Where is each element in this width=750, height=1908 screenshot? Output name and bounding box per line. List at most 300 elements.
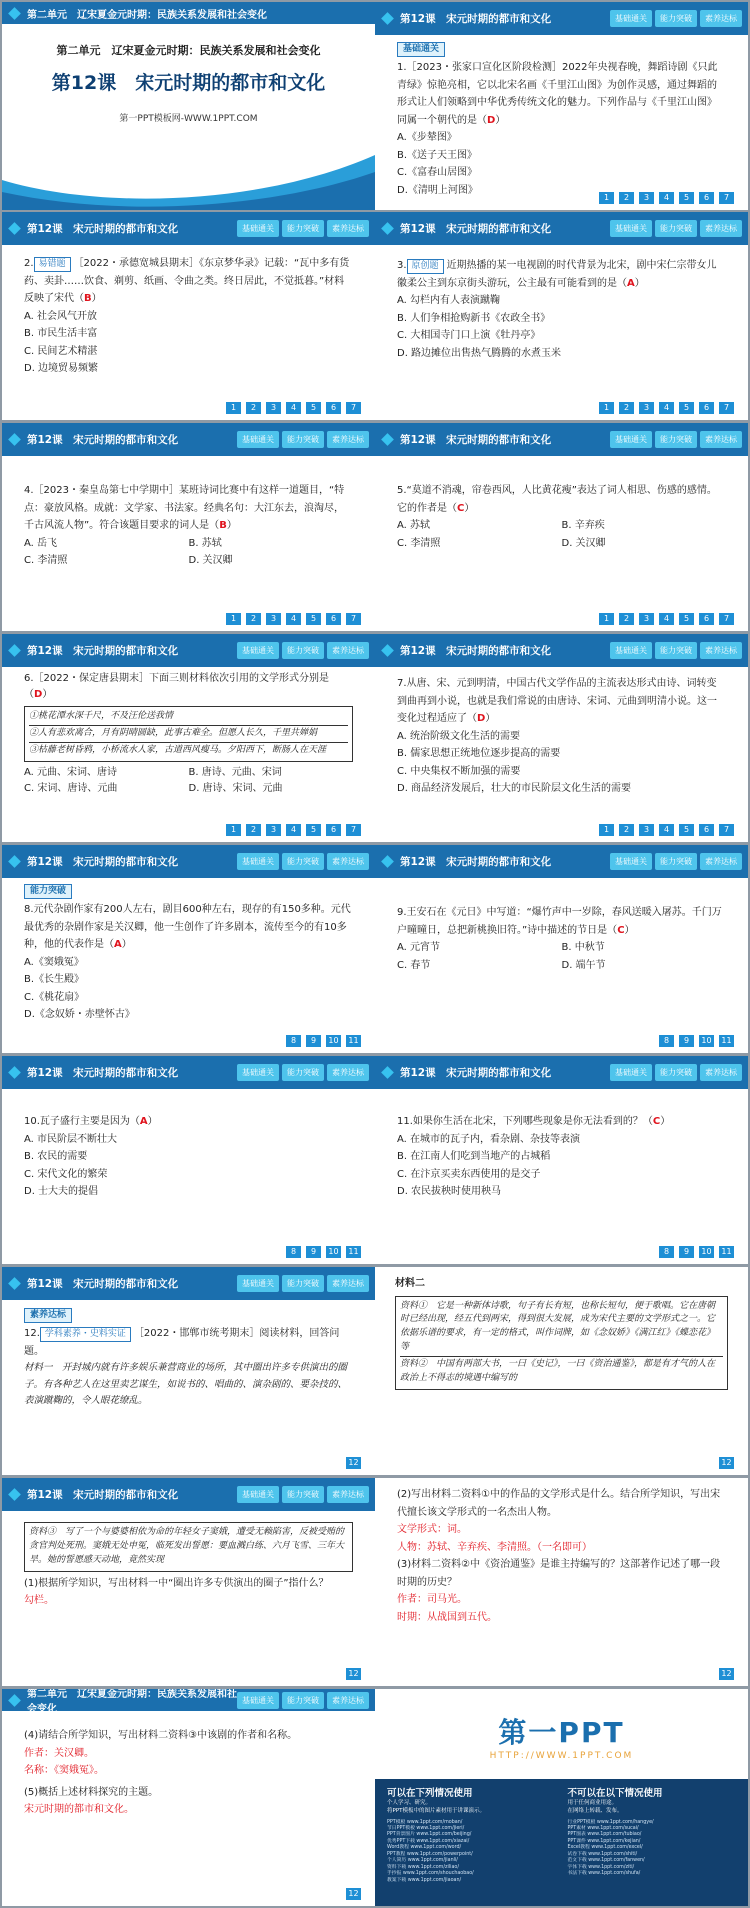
sub-answer: 作者：关汉卿。 <box>24 1747 94 1759</box>
page-button[interactable]: 6 <box>326 613 341 625</box>
option: B.《长生殿》 <box>24 974 85 985</box>
slide-header <box>2 423 375 456</box>
tab-literacy[interactable]: 素养达标 <box>327 1692 369 1709</box>
unit-bar-text: 第二单元 辽宋夏金元时期：民族关系发展和社会变化 <box>27 9 267 21</box>
tab-ability[interactable]: 能力突破 <box>282 220 324 237</box>
page-nav <box>226 402 361 414</box>
slide-q2 <box>2 212 375 420</box>
slide-header <box>2 1056 375 1089</box>
tab-ability[interactable]: 能力突破 <box>655 1064 697 1081</box>
slide-header <box>375 634 748 667</box>
tab-ability[interactable]: 能力突破 <box>655 642 697 659</box>
question-text: 5.“莫道不消魂，帘卷西风，人比黄花瘦”表达了词人相思、伤感的感情。它的作者是（C） <box>397 485 717 514</box>
page-button[interactable]: 5 <box>679 192 694 204</box>
sub-question: (1)根据所学知识，写出材料一中“圈出许多专供演出的圈子”指什么？ <box>24 1577 329 1589</box>
option: B. 中秋节 <box>561 942 605 953</box>
page-nav <box>599 192 734 204</box>
page-button[interactable]: 4 <box>659 824 674 836</box>
page-button[interactable]: 2 <box>246 402 261 414</box>
page-button[interactable]: 5 <box>306 613 321 625</box>
material-box <box>24 706 353 762</box>
option: C. 宋代文化的繁荣 <box>24 1168 108 1180</box>
tab-basic[interactable]: 基础通关 <box>237 1486 279 1503</box>
tab-literacy[interactable]: 素养达标 <box>700 853 742 870</box>
page-button[interactable]: 12 <box>346 1668 361 1680</box>
tab-basic[interactable]: 基础通关 <box>237 1692 279 1709</box>
page-button[interactable]: 10 <box>326 1035 341 1047</box>
slide-header <box>375 845 748 878</box>
bullet-diamond-icon <box>381 855 394 868</box>
sub-answer: 名称：《窦娥冤》。 <box>24 1765 104 1776</box>
question-text: 2. 易错题 ［2022・承德宽城县期末］《东京梦华录》记载：“瓦中多有货药、卖卦……饮食、剃剪、纸画、令曲之类。终日居此，不觉抵暮。”材料反映了宋代（B） <box>24 258 350 304</box>
slide-header <box>2 634 375 667</box>
section-label: 基础通关 <box>397 42 445 57</box>
page-button[interactable]: 3 <box>266 613 281 625</box>
page-button[interactable]: 3 <box>639 613 654 625</box>
bullet-diamond-icon <box>8 433 21 446</box>
page-button[interactable]: 7 <box>346 402 361 414</box>
option: A.《窦娥冤》 <box>24 956 84 968</box>
question-text: 8.元代杂剧作家有200人左右，剧目600种左右，现存的有150多种。元代最优秀的杂剧作家是关汉卿，他一生创作了许多剧本，流传至今的有10多种，他的代表作是（A） <box>24 904 351 950</box>
page-button[interactable]: 5 <box>306 402 321 414</box>
tab-basic[interactable]: 基础通关 <box>237 220 279 237</box>
option: D. 商品经济发展后，壮大的市民阶层文化生活的需要 <box>397 783 632 794</box>
option: B. 儒家思想正统地位逐步提高的需要 <box>397 748 561 759</box>
link-item[interactable]: 个人简历 www.1ppt.com/jianli/ <box>387 1858 458 1864</box>
slide-header <box>2 1267 375 1300</box>
option: D. 边境贸易频繁 <box>24 363 99 374</box>
material-item: ③枯藤老树昏鸦，小桥流水人家，古道西风瘦马。夕阳西下，断肠人在天涯 <box>29 744 327 755</box>
page-button[interactable]: 12 <box>346 1888 361 1900</box>
page-button[interactable]: 11 <box>346 1246 361 1258</box>
page-button[interactable]: 7 <box>346 613 361 625</box>
option: A. 勾栏内有人表演蹴鞠 <box>397 295 501 306</box>
tab-literacy[interactable]: 素养达标 <box>700 431 742 448</box>
option: D. 士大夫的提倡 <box>24 1186 99 1197</box>
cannot-use-line: 用于任何商业用途。 <box>567 1800 618 1806</box>
option: C. 中央集权不断加强的需要 <box>397 765 521 777</box>
slide-header <box>375 1056 748 1089</box>
answer: C <box>457 502 465 514</box>
page-button[interactable]: 2 <box>619 613 634 625</box>
tab-literacy[interactable]: 素养达标 <box>327 642 369 659</box>
page-button[interactable]: 3 <box>639 402 654 414</box>
sub-answer: 人物：苏轼、辛弃疾、李清照。（一名即可） <box>397 1541 592 1553</box>
question-text: 9.王安石在《元日》中写道：“爆竹声中一岁除，春风送暖入屠苏。千门万户曈曈日，总把新桃换旧符。”诗中描述的节日是（C） <box>397 907 722 936</box>
option: D. 唐诗、宋词、元曲 <box>188 782 283 794</box>
page-button[interactable]: 1 <box>226 824 241 836</box>
page-button[interactable]: 9 <box>679 1035 694 1047</box>
page-button[interactable]: 4 <box>659 192 674 204</box>
page-button[interactable]: 10 <box>326 1246 341 1258</box>
slide-end <box>375 1689 748 1906</box>
tab-ability[interactable]: 能力突破 <box>282 1486 324 1503</box>
tab-literacy[interactable]: 素养达标 <box>700 220 742 237</box>
page-button[interactable]: 7 <box>719 613 734 625</box>
option: A.《步辇图》 <box>397 132 457 143</box>
tab-basic[interactable]: 基础通关 <box>237 853 279 870</box>
page-button[interactable]: 3 <box>639 192 654 204</box>
link-item[interactable]: PPT素材 www.1ppt.com/sucai/ <box>567 1825 639 1831</box>
material-text: 材料一 开封城内就有许多娱乐兼营商业的场所，其中圈出许多专供演出的圈子。有各种艺人在这里卖艺谋生，如说书的、唱曲的、演杂剧的、要杂技的、表演蹴鞠的，令人眼花缭乱。 <box>24 1362 348 1407</box>
link-item[interactable]: PPT教程 www.1ppt.com/powerpoint/ <box>387 1851 473 1857</box>
page-nav <box>226 613 361 625</box>
lesson-title: 第12课 宋元时期的都市和文化 <box>27 856 179 868</box>
slide-q12-part2 <box>375 1478 748 1686</box>
lesson-title: 第12课 宋元时期的都市和文化 <box>400 856 552 868</box>
page-button[interactable]: 3 <box>266 402 281 414</box>
option: B. 在江南人们吃到当地产的占城稻 <box>397 1151 551 1162</box>
lesson-title: 第12课 宋元时期的都市和文化 <box>400 1067 552 1079</box>
tab-literacy[interactable]: 素养达标 <box>700 10 742 27</box>
link-item[interactable]: 手抄报 www.1ppt.com/shouchaobao/ <box>387 1871 474 1877</box>
slide-header <box>2 1478 375 1511</box>
page-nav <box>599 402 734 414</box>
slide-header <box>2 212 375 245</box>
tab-basic[interactable]: 基础通关 <box>610 853 652 870</box>
bullet-diamond-icon <box>8 1694 21 1707</box>
option: D. 关汉卿 <box>561 537 606 549</box>
option: A. 统治阶级文化生活的需要 <box>397 730 521 742</box>
section-label: 素养达标 <box>24 1308 72 1323</box>
tab-ability[interactable]: 能力突破 <box>655 220 697 237</box>
tab-basic[interactable]: 基础通关 <box>237 642 279 659</box>
page-button[interactable]: 4 <box>659 613 674 625</box>
option: C. 李清照 <box>24 555 68 566</box>
page-nav <box>599 824 734 836</box>
option: A. 社会风气开放 <box>24 310 98 322</box>
option: C. 春节 <box>397 959 431 971</box>
option: A. 岳飞 <box>24 537 58 549</box>
question-text: 11.如果你生活在北宋，下列哪些现象是你无法看到的？（C） <box>397 1116 671 1127</box>
page-button[interactable]: 6 <box>699 613 714 625</box>
option: C. 民间艺术精湛 <box>24 345 98 357</box>
slide-title <box>2 2 375 210</box>
cannot-use-line: 在网络上转载、发布。 <box>567 1808 623 1815</box>
page-button[interactable]: 2 <box>619 402 634 414</box>
answer: B <box>219 520 227 531</box>
page-button[interactable]: 4 <box>286 613 301 625</box>
page-button[interactable]: 11 <box>719 1246 734 1258</box>
sub-answer: 作者：司马光。 <box>397 1594 467 1605</box>
page-button[interactable]: 4 <box>286 824 301 836</box>
slide-q5 <box>375 423 748 631</box>
link-list-right <box>568 1820 737 1878</box>
link-item[interactable]: 节日PPT模板 www.1ppt.com/jieri/ <box>387 1825 465 1831</box>
option: C.《桃花扇》 <box>24 991 85 1003</box>
sub-answer: 文学形式：词。 <box>397 1524 467 1535</box>
question-text: 3. 原创题 近期热播的某一电视剧的时代背景为北宋，剧中宋仁宗带女儿徽柔公主到东京街头游玩，公主最有可能看到的是（A） <box>397 260 717 289</box>
can-use-line: 将PPT模板中的图片素材用于讲课演示。 <box>387 1808 485 1815</box>
page-button[interactable]: 12 <box>719 1457 734 1469</box>
page-nav <box>286 1246 361 1258</box>
answer: C <box>617 924 625 936</box>
page-button[interactable]: 11 <box>719 1035 734 1047</box>
slide-q12-part1 <box>2 1478 375 1686</box>
option: B. 苏轼 <box>188 537 222 549</box>
page-button[interactable]: 6 <box>699 824 714 836</box>
page-button[interactable]: 5 <box>679 824 694 836</box>
sub-answer: 时期：从战国到五代。 <box>397 1611 497 1623</box>
sub-question: (2)写出材料二资料①中的作品的文学形式是什么。结合所学知识，写出宋代擅长该文学形式的一名杰出人物。 <box>397 1489 721 1518</box>
lesson-title: 第12课 宋元时期的都市和文化 <box>400 223 552 235</box>
slide-q8 <box>2 845 375 1053</box>
page-button[interactable]: 8 <box>659 1035 674 1047</box>
link-item[interactable]: 资料下载 www.1ppt.com/ziliao/ <box>387 1864 459 1870</box>
lesson-title: 第12课 宋元时期的都市和文化 <box>27 1067 179 1079</box>
page-button[interactable]: 7 <box>346 824 361 836</box>
option: C.《富春山居图》 <box>397 167 478 178</box>
tab-basic[interactable]: 基础通关 <box>237 1064 279 1081</box>
page-button[interactable]: 7 <box>719 402 734 414</box>
page-button[interactable]: 4 <box>286 402 301 414</box>
option: C. 大相国寺门口上演《牡丹亭》 <box>397 330 541 341</box>
question-text: 10.瓦子盛行主要是因为（A） <box>24 1116 158 1127</box>
material-item: ②人有悲欢离合，月有阴晴圆缺，此事古难全。但愿人长久，千里共婵娟 <box>29 726 348 743</box>
slide-q3 <box>375 212 748 420</box>
link-item[interactable]: 优秀PPT下载 www.1ppt.com/xiazai/ <box>387 1838 470 1844</box>
option: B. 辛弃疾 <box>561 520 605 531</box>
page-button[interactable]: 5 <box>306 824 321 836</box>
question-text: 12. 学科素养・史料实证 ［2022・邯郸市统考期末］阅读材料，回答问题。 <box>24 1328 340 1357</box>
question-text: 7.从唐、宋、元到明清，中国古代文学作品的主流表达形式由诗、词转变到曲再到小说，也就是我们常说的由唐诗、宋词、元曲到明清小说。这一变化过程适应了（D） <box>397 678 717 724</box>
option: C. 李清照 <box>397 537 441 549</box>
answer: A <box>627 277 635 289</box>
page-nav <box>226 824 361 836</box>
page-nav <box>346 1457 361 1469</box>
unit-bar-text: 第二单元 辽宋夏金元时期：民族关系发展和社会变化 <box>27 1689 237 1715</box>
slide-q1 <box>375 2 748 210</box>
link-item[interactable]: 行业PPT模板 www.1ppt.com/hangye/ <box>567 1819 654 1825</box>
link-item[interactable]: PPT模板 www.1ppt.com/moban/ <box>387 1819 463 1825</box>
slide-q6 <box>2 634 375 842</box>
page-button[interactable]: 2 <box>246 824 261 836</box>
page-nav <box>719 1457 734 1469</box>
tab-ability[interactable]: 能力突破 <box>282 1692 324 1709</box>
link-item[interactable]: Word教程 www.1ppt.com/word/ <box>387 1845 462 1851</box>
page-button[interactable]: 4 <box>659 402 674 414</box>
material-box <box>395 1296 728 1391</box>
tab-literacy[interactable]: 素养达标 <box>327 431 369 448</box>
page-button[interactable]: 5 <box>679 402 694 414</box>
question-tag: 学科素养・史料实证 <box>40 1327 131 1342</box>
slide-main-title: 第12课 宋元时期的都市和文化 <box>51 72 326 94</box>
tab-literacy[interactable]: 素养达标 <box>327 1486 369 1503</box>
option: B. 市民生活丰富 <box>24 328 98 339</box>
tab-literacy[interactable]: 素养达标 <box>327 220 369 237</box>
page-button[interactable]: 10 <box>699 1035 714 1047</box>
page-nav <box>659 1246 734 1258</box>
page-button[interactable]: 8 <box>659 1246 674 1258</box>
link-item[interactable]: 教案下载 www.1ppt.com/jiaoan/ <box>387 1877 462 1883</box>
page-button[interactable]: 9 <box>306 1035 321 1047</box>
link-item[interactable]: 范文下载 www.1ppt.com/fanwen/ <box>567 1858 645 1864</box>
page-button[interactable]: 11 <box>346 1035 361 1047</box>
tab-basic[interactable]: 基础通关 <box>610 10 652 27</box>
slide-q10 <box>2 1056 375 1264</box>
bullet-diamond-icon <box>8 644 21 657</box>
answer: A <box>114 939 122 950</box>
page-nav <box>719 1668 734 1680</box>
link-item[interactable]: 试卷下载 www.1ppt.com/shiti/ <box>567 1851 638 1857</box>
page-button[interactable]: 5 <box>679 613 694 625</box>
tab-ability[interactable]: 能力突破 <box>655 853 697 870</box>
tab-basic[interactable]: 基础通关 <box>610 220 652 237</box>
option: D. 端午节 <box>561 959 606 971</box>
answer: D <box>34 689 43 700</box>
tab-literacy[interactable]: 素养达标 <box>327 853 369 870</box>
page-button[interactable]: 6 <box>699 192 714 204</box>
wave-decoration <box>2 150 375 210</box>
lesson-title: 第12课 宋元时期的都市和文化 <box>27 1278 179 1290</box>
page-button[interactable]: 1 <box>226 613 241 625</box>
slide-header <box>375 2 748 35</box>
bullet-diamond-icon <box>381 644 394 657</box>
option: D.《清明上河图》 <box>397 184 478 196</box>
page-button[interactable]: 10 <box>699 1246 714 1258</box>
page-button[interactable]: 6 <box>326 824 341 836</box>
option: A. 元曲、宋词、唐诗 <box>24 766 118 778</box>
material-box <box>24 1522 353 1572</box>
tab-literacy[interactable]: 素养达标 <box>327 1275 369 1292</box>
tab-ability[interactable]: 能力突破 <box>282 431 324 448</box>
page-button[interactable]: 8 <box>286 1035 301 1047</box>
bullet-diamond-icon <box>381 12 394 25</box>
tab-basic[interactable]: 基础通关 <box>610 642 652 659</box>
license-panel <box>375 1779 748 1906</box>
option: A. 元宵节 <box>397 942 441 953</box>
link-item[interactable]: PPT背景图片 www.1ppt.com/beijing/ <box>387 1832 472 1838</box>
sub-question: (4)请结合所学知识，写出材料二资料③中该剧的作者和名称。 <box>24 1730 298 1741</box>
lesson-title: 第12课 宋元时期的都市和文化 <box>400 434 552 446</box>
slide-q11 <box>375 1056 748 1264</box>
tab-ability[interactable]: 能力突破 <box>655 10 697 27</box>
slide-q12-intro <box>2 1267 375 1475</box>
tab-basic[interactable]: 基础通关 <box>237 431 279 448</box>
brand-url: HTTP://WWW.1PPT.COM <box>489 1751 634 1761</box>
page-button[interactable]: 1 <box>599 613 614 625</box>
bullet-diamond-icon <box>381 433 394 446</box>
question-text: 6.［2022・保定唐县期末］下面三则材料依次引用的文学形式分别是（D） <box>24 673 329 700</box>
question-text: 1.［2023・张家口宣化区阶段检测］2022年央视春晚，舞蹈诗剧《只此青绿》惊艳亮相，它以北宋名画《千里江山图》为创作灵感，通过舞蹈的形式让人们领略到中华优秀传统文化的魅力。下列作品与《千里江山图》同属一个朝代的是（D） <box>397 62 718 126</box>
cannot-use-title: 不可以在以下情况使用 <box>567 1788 663 1799</box>
link-item[interactable]: 书法下载 www.1ppt.com/shufa/ <box>567 1871 641 1877</box>
bullet-diamond-icon <box>8 222 21 235</box>
page-button[interactable]: 1 <box>599 192 614 204</box>
page-button[interactable]: 7 <box>719 824 734 836</box>
page-button[interactable]: 6 <box>699 402 714 414</box>
answer: C <box>652 1116 661 1127</box>
page-button[interactable]: 3 <box>639 824 654 836</box>
tab-literacy[interactable]: 素养达标 <box>700 642 742 659</box>
page-button[interactable]: 12 <box>346 1457 361 1469</box>
tab-ability[interactable]: 能力突破 <box>282 853 324 870</box>
slide-subtitle: 第二单元 辽宋夏金元时期：民族关系发展和社会变化 <box>56 44 321 57</box>
slide-q4 <box>2 423 375 631</box>
page-button[interactable]: 2 <box>619 824 634 836</box>
answer: A <box>139 1116 148 1127</box>
page-button[interactable]: 1 <box>226 402 241 414</box>
tab-basic[interactable]: 基础通关 <box>610 431 652 448</box>
bullet-diamond-icon <box>8 1066 21 1079</box>
slide-q12-part3 <box>2 1689 375 1906</box>
question-tag: 易错题 <box>34 257 71 272</box>
bullet-diamond-icon <box>8 1277 21 1290</box>
unit-bar <box>2 1689 375 1715</box>
page-nav <box>346 1888 361 1900</box>
tab-ability[interactable]: 能力突破 <box>282 1064 324 1081</box>
answer: D <box>477 713 486 724</box>
material-item: 资料① 它是一种新体诗歌，句子有长有短，也称长短句，便于歌唱。它在唐朝时已经出现，经五代到两宋，得到很大发展，成为宋代主要的文学形式之一。它依据乐谱的要求，有一定的格式，叫作词牌，如《念奴娇》《满江红》《蝶恋花》等 <box>400 1299 723 1358</box>
page-button[interactable]: 1 <box>599 824 614 836</box>
option: D. 农民拔秧时使用秧马 <box>397 1186 502 1197</box>
material-item: 资料② 中国有两部大书，一曰《史记》，一曰《资治通鉴》，都是有才气的人在政治上不得志的境遇中编写的 <box>400 1359 716 1384</box>
option: C. 宋词、唐诗、元曲 <box>24 782 118 794</box>
material-heading: 材料二 <box>395 1278 425 1289</box>
material-item: ①桃花潭水深千尺，不及汪伦送我情 <box>29 709 348 726</box>
slide-header <box>375 212 748 245</box>
tab-ability[interactable]: 能力突破 <box>282 1275 324 1292</box>
tab-literacy[interactable]: 素养达标 <box>327 1064 369 1081</box>
slide-q9 <box>375 845 748 1053</box>
option: A. 在城市的瓦子内，看杂剧、杂技等表演 <box>397 1133 581 1145</box>
slide-q12-materials <box>375 1267 748 1475</box>
page-button[interactable]: 6 <box>326 402 341 414</box>
tab-literacy[interactable]: 素养达标 <box>700 1064 742 1081</box>
slide-footer: 第一PPT模板网-WWW.1PPT.COM <box>119 114 258 124</box>
answer: D <box>487 114 496 126</box>
can-use-title: 可以在下列情况使用 <box>387 1788 473 1799</box>
page-button[interactable]: 2 <box>619 192 634 204</box>
link-item[interactable]: 字体下载 www.1ppt.com/ziti/ <box>567 1864 635 1870</box>
option: B.《送子天王图》 <box>397 149 478 161</box>
bullet-diamond-icon <box>381 222 394 235</box>
page-button[interactable]: 7 <box>719 192 734 204</box>
option: D.《念奴娇・赤壁怀古》 <box>24 1009 135 1020</box>
tab-basic[interactable]: 基础通关 <box>610 1064 652 1081</box>
page-button[interactable]: 9 <box>306 1246 321 1258</box>
tab-basic[interactable]: 基础通关 <box>237 1275 279 1292</box>
page-button[interactable]: 3 <box>266 824 281 836</box>
lesson-title: 第12课 宋元时期的都市和文化 <box>27 645 179 657</box>
link-item[interactable]: Excel教程 www.1ppt.com/excel/ <box>567 1845 643 1851</box>
lesson-title: 第12课 宋元时期的都市和文化 <box>400 13 552 25</box>
page-button[interactable]: 9 <box>679 1246 694 1258</box>
tab-ability[interactable]: 能力突破 <box>655 431 697 448</box>
page-button[interactable]: 8 <box>286 1246 301 1258</box>
link-item[interactable]: PPT图表 www.1ppt.com/tubiao/ <box>567 1832 642 1838</box>
option: D. 路边摊位出售热气腾腾的水煮玉米 <box>397 347 562 359</box>
question-text: 4.［2023・秦皇岛第七中学期中］某班诗词比赛中有这样一道题目，“特点：豪放风格。成就：文学家、书法家。经典名句：大江东去，浪淘尽，千古风流人物”。符合该题目要求的词人是（B） <box>24 485 345 531</box>
brand-area <box>375 1689 748 1779</box>
lesson-title: 第12课 宋元时期的都市和文化 <box>400 645 552 657</box>
bullet-diamond-icon <box>381 1066 394 1079</box>
link-item[interactable]: PPT课件 www.1ppt.com/kejian/ <box>567 1838 641 1844</box>
lesson-title: 第12课 宋元时期的都市和文化 <box>27 223 179 235</box>
section-label: 能力突破 <box>24 884 72 899</box>
unit-bar <box>2 2 375 24</box>
bullet-diamond-icon <box>8 1488 21 1501</box>
tab-ability[interactable]: 能力突破 <box>282 642 324 659</box>
page-button[interactable]: 12 <box>719 1668 734 1680</box>
page-button[interactable]: 2 <box>246 613 261 625</box>
page-nav <box>286 1035 361 1047</box>
page-button[interactable]: 1 <box>599 402 614 414</box>
answer: B <box>84 293 92 304</box>
option: A. 苏轼 <box>397 520 431 531</box>
slide-header <box>2 845 375 878</box>
sub-answer: 勾栏。 <box>24 1595 54 1607</box>
